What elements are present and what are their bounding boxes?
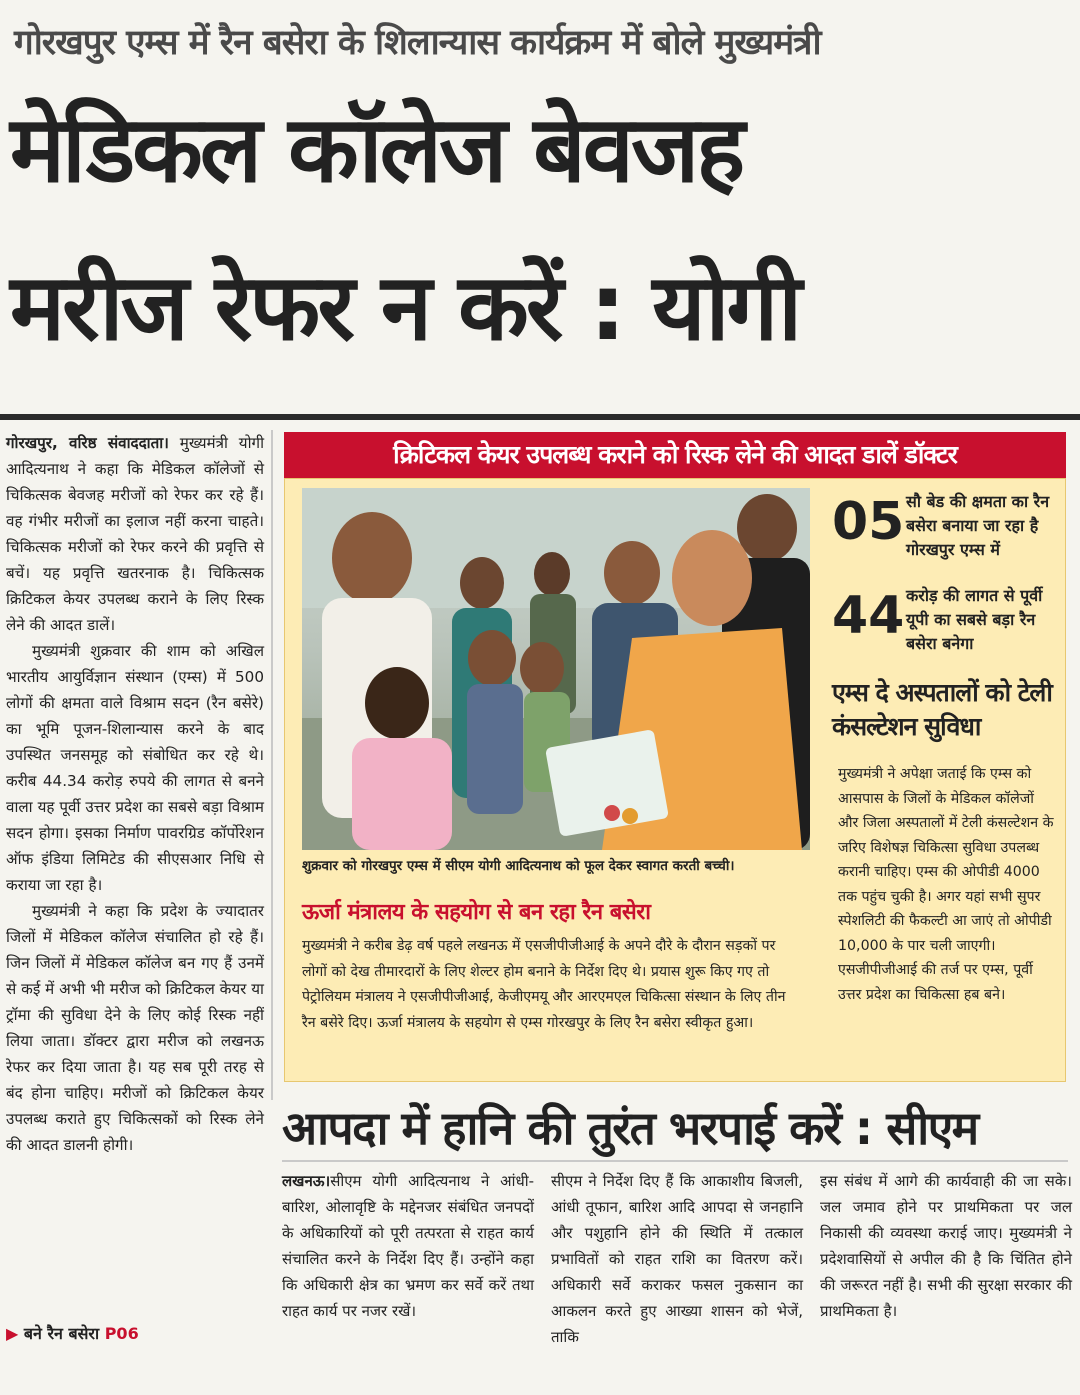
second-dateline: लखनऊ। bbox=[282, 1172, 331, 1190]
left-column bbox=[6, 430, 264, 1158]
feature-banner: क्रिटिकल केयर उपलब्ध कराने को रिस्क लेने की आदत डालें डॉक्टर bbox=[284, 432, 1066, 478]
second-headline: आपदा में हानि की तुरंत भरपाई करें : सीएम bbox=[282, 1101, 978, 1155]
arrow-right-icon: ▶ bbox=[6, 1324, 19, 1343]
photo-caption: शुक्रवार को गोरखपुर एम्स में सीएम योगी आदित्यनाथ को फूल देकर स्वागत करती बच्ची। bbox=[302, 858, 735, 874]
story-column-2: सीएम ने निर्देश दिए हैं कि आकाशीय बिजली, आंधी तूफान, बारिश आदि आपदा से जनहानि और पशुहानि होने की स्थिति में तत्काल प्रभावितों को राहत राशि का वितरण करें। अधिकारी सर्वे कराकर फसल नुकसान का आकलन करते हुए आख्या शासन को भेजें, ताकि bbox=[551, 1172, 803, 1346]
sidebar-heading: एम्स दे अस्पतालों को टेली कंसल्टेशन सुविधा bbox=[832, 678, 1052, 741]
dateline: गोरखपुर, वरिष्ठ संवाददाता। bbox=[6, 434, 169, 452]
story-column-3: इस संबंध में आगे की कार्यवाही की जा सके। जल जमाव होने पर प्राथमिकता पर जल निकासी की व्यवस्था कराई जाए। मुख्यमंत्री ने प्रदेशवासियों से अपील की है कि चिंतित होने की जरूरत नहीं है। सभी की सुरक्षा सरकार की प्राथमिकता है। bbox=[820, 1172, 1072, 1320]
left-paragraph-1: गोरखपुर, वरिष्ठ संवाददाता। मुख्यमंत्री योगी आदित्यनाथ ने कहा कि मेडिकल कॉलेजों से चिकित्सक बेवजह मरीजों को रेफर कर रहे हैं। वह गंभीर मरीजों का इलाज नहीं करना चाहते। चिकित्सक मरीजों को रेफर करने की प्रवृत्ति से बचें। यह प्रवृत्ति खतरनाक है। चिकित्सक क्रिटिकल केयर उपलब्ध कराने के लिए रिस्क लेने की आदत डालें। bbox=[6, 434, 265, 634]
second-divider bbox=[282, 1160, 1068, 1162]
headline-line-1: मेडिकल कॉलेज बेवजह bbox=[10, 96, 743, 203]
feature-body: मुख्यमंत्री ने करीब डेढ़ वर्ष पहले लखनऊ में एसजीपीजीआई के अपने दौरे के दौरान सड़कों पर लोगों को देख तीमारदारों के लिए शेल्टर होम बनाने के निर्देश दिए थे। प्रयास शुरू किए गए तो पेट्रोलियम मंत्रालय ने एसजीपीजीआई, केजीएमयू और आरएमएल चिकित्सा संस्थान के लिए तीन रैन बसेरे दिए। ऊर्जा मंत्रालय के सहयोग से एम्स गोरखपुर के लिए रैन बसेरा स्वीकृत हुआ। bbox=[302, 938, 786, 1031]
divider bbox=[0, 414, 1080, 420]
stat-2-number: 44 bbox=[832, 586, 905, 646]
news-photo bbox=[302, 488, 810, 850]
stat-1-number: 05 bbox=[832, 492, 905, 552]
left-paragraph-3: मुख्यमंत्री ने कहा कि प्रदेश के ज्यादातर जिलों में मेडिकल कॉलेज संचालित हो रहे हैं। जिन जिलों में मेडिकल कॉलेज बन गए हैं उनमें से कई में अभी भी मरीज को क्रिटिकल केयर या ट्रॉमा की सुविधा देने के लिए कोई रिस्क नहीं लिया जाता। डॉक्टर द्वारा मरीज को लखनऊ रेफर कर दिया जाता है। यह सब पूरी तरह से बंद होना चाहिए। मरीजों को क्रिटिकल केयर उपलब्ध कराते हुए चिकित्सकों को रिस्क लेने की आदत डालनी होगी। bbox=[6, 902, 264, 1154]
stat-1-text: सौ बेड की क्षमता का रैन बसेरा बनाया जा रहा है गोरखपुर एम्स में bbox=[906, 492, 1050, 559]
photo-illustration bbox=[302, 488, 810, 850]
refer-text: बने रैन बसेरा bbox=[23, 1324, 100, 1343]
left-paragraph-2: मुख्यमंत्री शुक्रवार की शाम को अखिल भारतीय आयुर्विज्ञान संस्थान (एम्स) में 500 लोगों की क्षमता वाले विश्राम सदन (रैन बसेरे) का भूमि पूजन-शिलान्यास करने के बाद उपस्थित जनसमूह को संबोधित कर रहे थे। करीब 44.34 करोड़ रुपये की लागत से बनने वाला यह पूर्वी उत्तर प्रदेश का सबसे बड़ा विश्राम सदन होगा। इसका निर्माण पावरग्रिड कॉर्पोरेशन ऑफ इंडिया लिमिटेड की सीएसआर निधि से कराया जा रहा है। bbox=[6, 642, 264, 894]
kicker: गोरखपुर एम्स में रैन बसेरा के शिलान्यास कार्यक्रम में बोले मुख्यमंत्री bbox=[14, 23, 821, 63]
page-reference[interactable] bbox=[6, 1322, 139, 1344]
sidebar-body: मुख्यमंत्री ने अपेक्षा जताई कि एम्स को आसपास के जिलों के मेडिकल कॉलेजों और जिला अस्पतालों में टेली कंसल्टेशन के जरिए विशेषज्ञ चिकित्सा सुविधा उपलब्ध करानी चाहिए। एम्स की ओपीडी 4000 तक पहुंच चुकी है। अगर यहां सभी सुपर स्पेशलिटी की फैकल्टी आ जाएं तो ओपीडी 10,000 के पार चली जाएगी। एसजीपीजीआई की तर्ज पर एम्स, पूर्वी उत्तर प्रदेश का चिकित्सा हब बने। bbox=[838, 766, 1054, 1003]
stat-2-text: करोड़ की लागत से पूर्वी यूपी का सबसे बड़ा रैन बसेरा बनेगा bbox=[906, 586, 1043, 653]
refer-page: P06 bbox=[104, 1324, 139, 1343]
headline-line-2: मरीज रेफर न करें : योगी bbox=[10, 254, 800, 361]
column-divider bbox=[271, 430, 273, 1100]
feature-subhead: ऊर्जा मंत्रालय के सहयोग से बन रहा रैन बसेरा bbox=[302, 900, 651, 925]
story-column-1: लखनऊ।सीएम योगी आदित्यनाथ ने आंधी-बारिश, ओलावृष्टि के मद्देनजर संबंधित जनपदों के अधिकारियों को पूरी तत्परता से राहत कार्य संचालित करने के निर्देश दिए हैं। उन्होंने कहा कि अधिकारी क्षेत्र का भ्रमण कर सर्वे करें तथा राहत कार्य पर नजर रखें। bbox=[282, 1172, 534, 1320]
